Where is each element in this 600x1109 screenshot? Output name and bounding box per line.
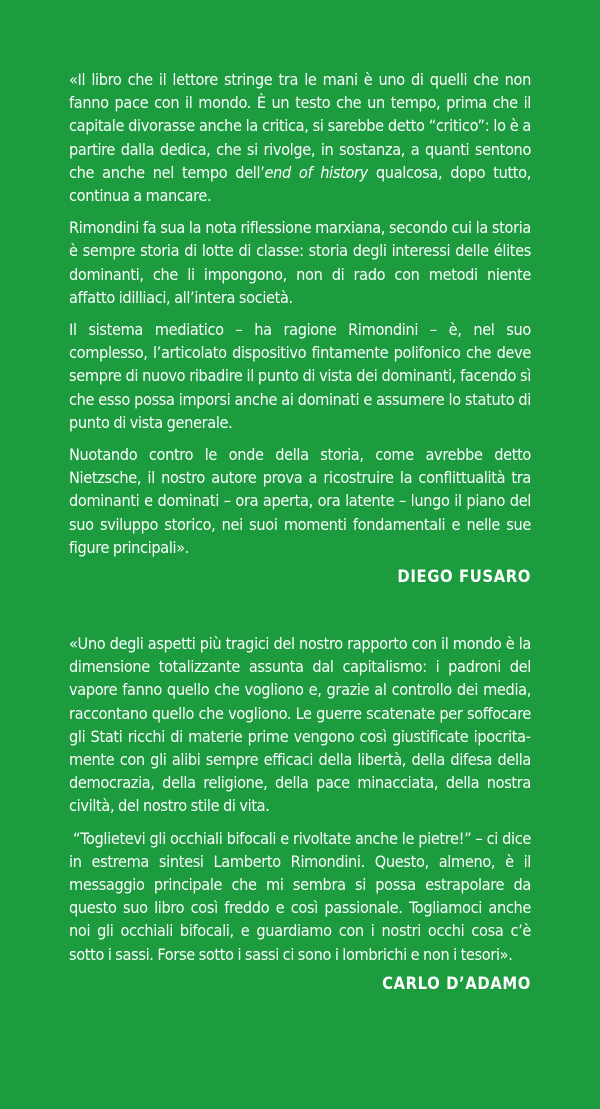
review-1-paragraph-1-text-a: «Il libro che il lettore stringe tra le mani è uno di quelli che non fanno pace con il mondo. È un testo che un tempo, prima che il capitale divorasse anche la critica, si sarebbe detto “critico”: lo è a partire dalla dedica, che si rivolge, in sostanza, a quanti sentono che anche nel tempo dell’ — [69, 70, 531, 182]
review-carlo-dadamo — [69, 632, 531, 995]
review-1-paragraph-3: Il sistema mediatico – ha ragione Rimondini – è, nel suo complesso, l’articolato dispositivo fintamente polifonico che deve sempre di nuovo ribadire il punto di vista dei dominanti, facendo sì che esso possa imporsi anche ai dominati e assumere lo statuto di punto di vista generale. — [69, 320, 531, 432]
review-2-author: CARLO D’ADAMO — [382, 973, 531, 993]
review-1-paragraph-4: Nuotando contro le onde della storia, come avrebbe detto Nietzsche, il nostro autore prova a ricostruire la conflittualità tra dominanti e dominati – ora aperta, ora latente – lungo il piano del suo sviluppo storico, nei suoi momenti fondamentali e nelle sue figure principali». — [69, 445, 531, 557]
review-2-paragraph-2: “Toglietevi gli occhiali bifocali e rivoltate anche le pietre!” – ci dice in estrema sintesi Lamberto Rimondini. Questo, almeno, è il messaggio principale che mi sembra si possa estrapolare da questo suo libro così freddo e così passionale. Togliamoci anche noi gli occhiali bifocali, e guardiamo con i nostri occhi cosa c’è sotto i sassi. Forse sotto i sassi ci sono i lombrichi e non i tesori». — [69, 828, 531, 964]
review-1-paragraph-1 — [69, 68, 531, 207]
review-1-author: DIEGO FUSARO — [397, 567, 531, 587]
review-1-end-of-history-italic: end of history — [264, 162, 368, 182]
review-1-paragraph-1-text-b: qualcosa, dopo tutto, continua a mancare. — [69, 162, 531, 206]
review-2-paragraph-1: «Uno degli aspetti più tragici del nostro rapporto con il mondo è la dimensione totalizzante assunta dal capitalismo: i padroni del vapore fanno quello che vogliono e, grazie al controllo dei media, raccontano quello che vogliono. Le guerre scatenate per soffocare gli Stati ricchi di materie prime vengono così giustificate ipocritamente con gli alibi sempre efficaci della libertà, della difesa della democrazia, della religione, della pace minacciata, della nostra civiltà, del nostro stile di vita. — [69, 634, 531, 816]
review-1-paragraph-2: Rimondini fa sua la nota riflessione marxiana, secondo cui la storia è sempre storia di lotte di classe: storia degli interessi delle élites dominanti, che li impongono, non di rado con metodi niente affatto idilliaci, all’intera società. — [69, 218, 531, 307]
review-diego-fusaro — [69, 68, 531, 588]
